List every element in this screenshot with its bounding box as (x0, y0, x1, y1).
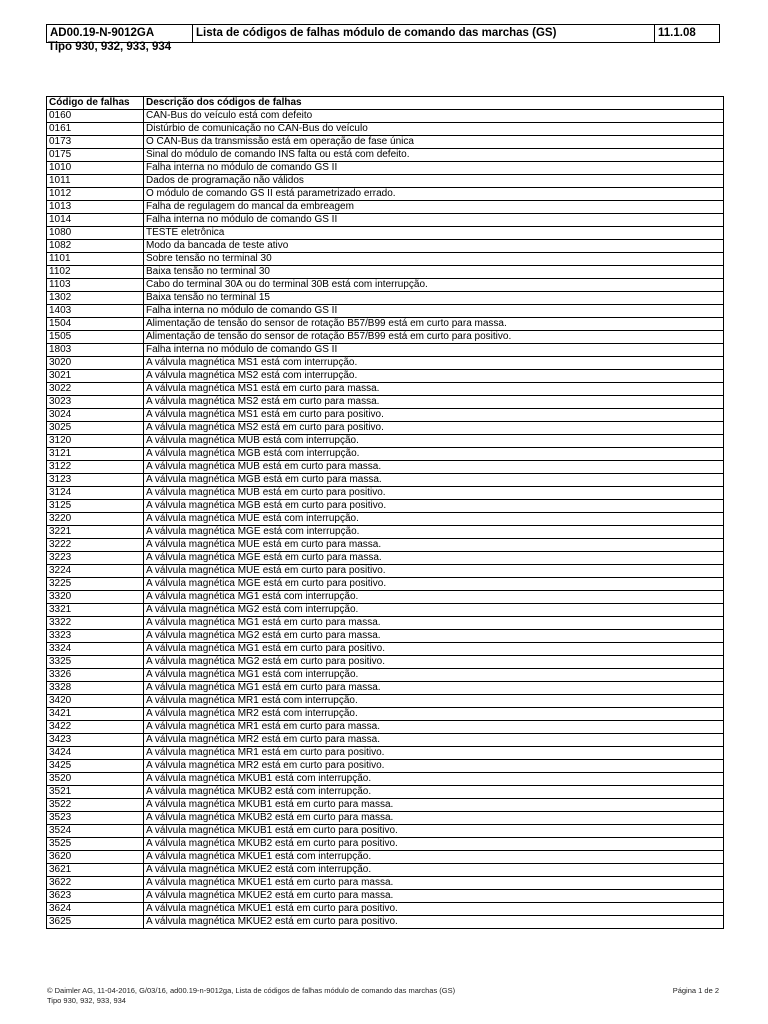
fault-code-cell: 1803 (47, 344, 144, 357)
fault-code-cell: 1505 (47, 331, 144, 344)
fault-code-cell: 1082 (47, 240, 144, 253)
fault-description-cell: A válvula magnética MKUE1 está em curto para massa. (144, 877, 724, 890)
fault-code-cell: 3328 (47, 682, 144, 695)
column-header-code: Código de falhas (47, 97, 144, 110)
fault-code-cell: 3123 (47, 474, 144, 487)
table-row (47, 123, 724, 136)
fault-code-cell: 3322 (47, 617, 144, 630)
fault-code-cell: 3021 (47, 370, 144, 383)
table-row (47, 539, 724, 552)
table-header-row (47, 97, 724, 110)
table-row (47, 383, 724, 396)
document-date: 11.1.08 (658, 27, 696, 39)
table-row (47, 916, 724, 929)
table-row (47, 240, 724, 253)
fault-code-cell: 1102 (47, 266, 144, 279)
fault-description-cell: A válvula magnética MGE está em curto para positivo. (144, 578, 724, 591)
fault-code-cell: 3621 (47, 864, 144, 877)
fault-description-cell: A válvula magnética MG2 está em curto para positivo. (144, 656, 724, 669)
fault-code-cell: 3122 (47, 461, 144, 474)
fault-description-cell: Sobre tensão no terminal 30 (144, 253, 724, 266)
table-row (47, 396, 724, 409)
fault-code-cell: 1010 (47, 162, 144, 175)
fault-description-cell: A válvula magnética MGE está em curto para massa. (144, 552, 724, 565)
fault-description-cell: A válvula magnética MR2 está em curto para positivo. (144, 760, 724, 773)
table-row (47, 422, 724, 435)
fault-code-cell: 3022 (47, 383, 144, 396)
fault-description-cell: A válvula magnética MG1 está em curto para massa. (144, 682, 724, 695)
table-row (47, 669, 724, 682)
fault-description-cell: A válvula magnética MR2 está em curto para massa. (144, 734, 724, 747)
fault-description-cell: Falha interna no módulo de comando GS II (144, 162, 724, 175)
fault-description-cell: A válvula magnética MS2 está em curto para positivo. (144, 422, 724, 435)
fault-code-cell: 3422 (47, 721, 144, 734)
fault-description-cell: A válvula magnética MR2 está com interrupção. (144, 708, 724, 721)
fault-code-cell: 3024 (47, 409, 144, 422)
fault-code-cell: 3622 (47, 877, 144, 890)
fault-code-table (46, 96, 724, 929)
table-row (47, 851, 724, 864)
fault-description-cell: A válvula magnética MUB está com interrupção. (144, 435, 724, 448)
fault-description-cell: Falha de regulagem do mancal da embreagem (144, 201, 724, 214)
fault-description-cell: Baixa tensão no terminal 15 (144, 292, 724, 305)
fault-code-cell: 1403 (47, 305, 144, 318)
fault-description-cell: A válvula magnética MKUB1 está em curto para massa. (144, 799, 724, 812)
fault-description-cell: A válvula magnética MS1 está com interrupção. (144, 357, 724, 370)
table-row (47, 474, 724, 487)
fault-code-cell: 3220 (47, 513, 144, 526)
table-row (47, 370, 724, 383)
fault-description-cell: A válvula magnética MKUB1 está em curto para positivo. (144, 825, 724, 838)
table-row (47, 864, 724, 877)
fault-description-cell: Modo da bancada de teste ativo (144, 240, 724, 253)
table-row (47, 604, 724, 617)
fault-description-cell: Sinal do módulo de comando INS falta ou está com defeito. (144, 149, 724, 162)
footer-vehicle-types: Tipo 930, 932, 933, 934 (47, 996, 126, 1005)
table-row (47, 279, 724, 292)
fault-description-cell: O módulo de comando GS II está parametrizado errado. (144, 188, 724, 201)
table-row (47, 461, 724, 474)
table-row (47, 721, 724, 734)
fault-description-cell: A válvula magnética MS1 está em curto para positivo. (144, 409, 724, 422)
fault-code-cell: 3424 (47, 747, 144, 760)
table-row (47, 656, 724, 669)
table-row (47, 617, 724, 630)
fault-description-cell: A válvula magnética MKUB1 está com interrupção. (144, 773, 724, 786)
fault-description-cell: A válvula magnética MKUE2 está em curto para massa. (144, 890, 724, 903)
fault-description-cell: A válvula magnética MR1 está em curto para massa. (144, 721, 724, 734)
fault-description-cell: Alimentação de tensão do sensor de rotação B57/B99 está em curto para massa. (144, 318, 724, 331)
fault-code-cell: 3524 (47, 825, 144, 838)
table-row (47, 201, 724, 214)
table-row (47, 214, 724, 227)
table-row (47, 149, 724, 162)
fault-code-cell: 3124 (47, 487, 144, 500)
fault-description-cell: A válvula magnética MGB está em curto para positivo. (144, 500, 724, 513)
fault-code-cell: 1011 (47, 175, 144, 188)
table-row (47, 773, 724, 786)
fault-code-cell: 1101 (47, 253, 144, 266)
fault-description-cell: A válvula magnética MGB está em curto para massa. (144, 474, 724, 487)
fault-description-cell: A válvula magnética MGB está com interrupção. (144, 448, 724, 461)
table-row (47, 526, 724, 539)
fault-code-cell: 1013 (47, 201, 144, 214)
footer-copyright: © Daimler AG, 11-04-2016, G/03/16, ad00.19-n-9012ga, Lista de códigos de falhas módulo de comando das marchas (GS) (47, 986, 456, 995)
table-row (47, 630, 724, 643)
fault-description-cell: A válvula magnética MKUE2 está com interrupção. (144, 864, 724, 877)
fault-code-cell: 3620 (47, 851, 144, 864)
fault-description-cell: TESTE eletrônica (144, 227, 724, 240)
table-row (47, 344, 724, 357)
table-row (47, 552, 724, 565)
fault-code-cell: 3221 (47, 526, 144, 539)
column-header-description: Descrição dos códigos de falhas (144, 97, 724, 110)
table-row (47, 500, 724, 513)
fault-description-cell: A válvula magnética MS2 está com interrupção. (144, 370, 724, 383)
fault-description-cell: A válvula magnética MG1 está em curto para positivo. (144, 643, 724, 656)
fault-description-cell: A válvula magnética MGE está com interrupção. (144, 526, 724, 539)
fault-code-cell: 3521 (47, 786, 144, 799)
table-row (47, 136, 724, 149)
fault-code-cell: 1504 (47, 318, 144, 331)
table-row (47, 513, 724, 526)
fault-description-cell: A válvula magnética MUB está em curto para massa. (144, 461, 724, 474)
table-row (47, 591, 724, 604)
table-row (47, 708, 724, 721)
fault-code-cell: 3323 (47, 630, 144, 643)
table-row (47, 799, 724, 812)
document-id: AD00.19-N-9012GA (47, 25, 193, 42)
table-row (47, 318, 724, 331)
fault-code-cell: 3321 (47, 604, 144, 617)
fault-code-cell: 3125 (47, 500, 144, 513)
fault-description-cell: CAN-Bus do veículo está com defeito (144, 110, 724, 123)
fault-description-cell: A válvula magnética MS1 está em curto para massa. (144, 383, 724, 396)
fault-description-cell: A válvula magnética MG2 está com interrupção. (144, 604, 724, 617)
document-footer (47, 986, 719, 1005)
fault-code-cell: 3120 (47, 435, 144, 448)
fault-code-cell: 1302 (47, 292, 144, 305)
table-row (47, 812, 724, 825)
table-row (47, 435, 724, 448)
fault-description-cell: Dados de programação não válidos (144, 175, 724, 188)
fault-description-cell: Distúrbio de comunicação no CAN-Bus do veículo (144, 123, 724, 136)
fault-description-cell: A válvula magnética MS2 está em curto para massa. (144, 396, 724, 409)
table-row (47, 682, 724, 695)
fault-code-cell: 3025 (47, 422, 144, 435)
table-row (47, 162, 724, 175)
fault-code-cell: 3523 (47, 812, 144, 825)
fault-code-cell: 3420 (47, 695, 144, 708)
fault-description-cell: Falha interna no módulo de comando GS II (144, 344, 724, 357)
fault-description-cell: A válvula magnética MKUE1 está em curto para positivo. (144, 903, 724, 916)
fault-description-cell: A válvula magnética MUE está em curto para massa. (144, 539, 724, 552)
fault-code-cell: 3225 (47, 578, 144, 591)
fault-description-cell: Alimentação de tensão do sensor de rotação B57/B99 está em curto para positivo. (144, 331, 724, 344)
table-row (47, 838, 724, 851)
fault-code-cell: 3425 (47, 760, 144, 773)
fault-description-cell: A válvula magnética MR1 está com interrupção. (144, 695, 724, 708)
fault-code-cell: 3326 (47, 669, 144, 682)
fault-code-cell: 0161 (47, 123, 144, 136)
table-row (47, 734, 724, 747)
table-row (47, 253, 724, 266)
fault-code-cell: 3522 (47, 799, 144, 812)
table-row (47, 292, 724, 305)
fault-code-cell: 3525 (47, 838, 144, 851)
fault-description-cell: A válvula magnética MUE está com interrupção. (144, 513, 724, 526)
fault-description-cell: A válvula magnética MUE está em curto para positivo. (144, 565, 724, 578)
table-row (47, 110, 724, 123)
fault-code-cell: 0160 (47, 110, 144, 123)
fault-description-cell: Cabo do terminal 30A ou do terminal 30B está com interrupção. (144, 279, 724, 292)
table-row (47, 331, 724, 344)
table-row (47, 175, 724, 188)
fault-description-cell: A válvula magnética MG1 está com interrupção. (144, 669, 724, 682)
fault-code-cell: 3320 (47, 591, 144, 604)
fault-code-cell: 3023 (47, 396, 144, 409)
fault-code-cell: 3520 (47, 773, 144, 786)
fault-code-cell: 3421 (47, 708, 144, 721)
table-row (47, 357, 724, 370)
vehicle-types: Tipo 930, 932, 933, 934 (48, 41, 172, 53)
page-number: Página 1 de 2 (672, 986, 719, 995)
fault-description-cell: A válvula magnética MKUB2 está em curto para massa. (144, 812, 724, 825)
fault-description-cell: Baixa tensão no terminal 30 (144, 266, 724, 279)
table-row (47, 786, 724, 799)
document-title: Lista de códigos de falhas módulo de comando das marchas (GS) (193, 25, 655, 42)
table-row (47, 266, 724, 279)
fault-code-cell: 0175 (47, 149, 144, 162)
fault-description-cell: A válvula magnética MKUB2 está em curto para positivo. (144, 838, 724, 851)
fault-code-cell: 3222 (47, 539, 144, 552)
table-row (47, 565, 724, 578)
fault-description-cell: A válvula magnética MG2 está em curto para massa. (144, 630, 724, 643)
table-row (47, 877, 724, 890)
table-row (47, 487, 724, 500)
table-row (47, 448, 724, 461)
table-row (47, 695, 724, 708)
fault-description-cell: Falha interna no módulo de comando GS II (144, 214, 724, 227)
fault-code-cell: 3623 (47, 890, 144, 903)
fault-code-cell: 3223 (47, 552, 144, 565)
fault-description-cell: O CAN-Bus da transmissão está em operação de fase única (144, 136, 724, 149)
fault-description-cell: A válvula magnética MKUE1 está com interrupção. (144, 851, 724, 864)
fault-code-cell: 3423 (47, 734, 144, 747)
fault-description-cell: A válvula magnética MG1 está em curto para massa. (144, 617, 724, 630)
table-row (47, 578, 724, 591)
fault-code-cell: 3325 (47, 656, 144, 669)
fault-code-cell: 3324 (47, 643, 144, 656)
table-row (47, 747, 724, 760)
fault-code-cell: 1103 (47, 279, 144, 292)
table-row (47, 188, 724, 201)
table-row (47, 305, 724, 318)
table-row (47, 825, 724, 838)
table-row (47, 643, 724, 656)
fault-code-cell: 3121 (47, 448, 144, 461)
table-row (47, 890, 724, 903)
fault-code-cell: 3224 (47, 565, 144, 578)
fault-description-cell: A válvula magnética MG1 está com interrupção. (144, 591, 724, 604)
fault-description-cell: A válvula magnética MKUE2 está em curto para positivo. (144, 916, 724, 929)
fault-description-cell: A válvula magnética MR1 está em curto para positivo. (144, 747, 724, 760)
fault-description-cell: Falha interna no módulo de comando GS II (144, 305, 724, 318)
fault-code-cell: 0173 (47, 136, 144, 149)
fault-code-cell: 3624 (47, 903, 144, 916)
fault-code-cell: 3625 (47, 916, 144, 929)
fault-code-cell: 3020 (47, 357, 144, 370)
fault-description-cell: A válvula magnética MUB está em curto para positivo. (144, 487, 724, 500)
fault-code-cell: 1014 (47, 214, 144, 227)
fault-code-cell: 1080 (47, 227, 144, 240)
fault-code-cell: 1012 (47, 188, 144, 201)
table-row (47, 760, 724, 773)
table-row (47, 409, 724, 422)
fault-description-cell: A válvula magnética MKUB2 está com interrupção. (144, 786, 724, 799)
table-row (47, 227, 724, 240)
table-row (47, 903, 724, 916)
